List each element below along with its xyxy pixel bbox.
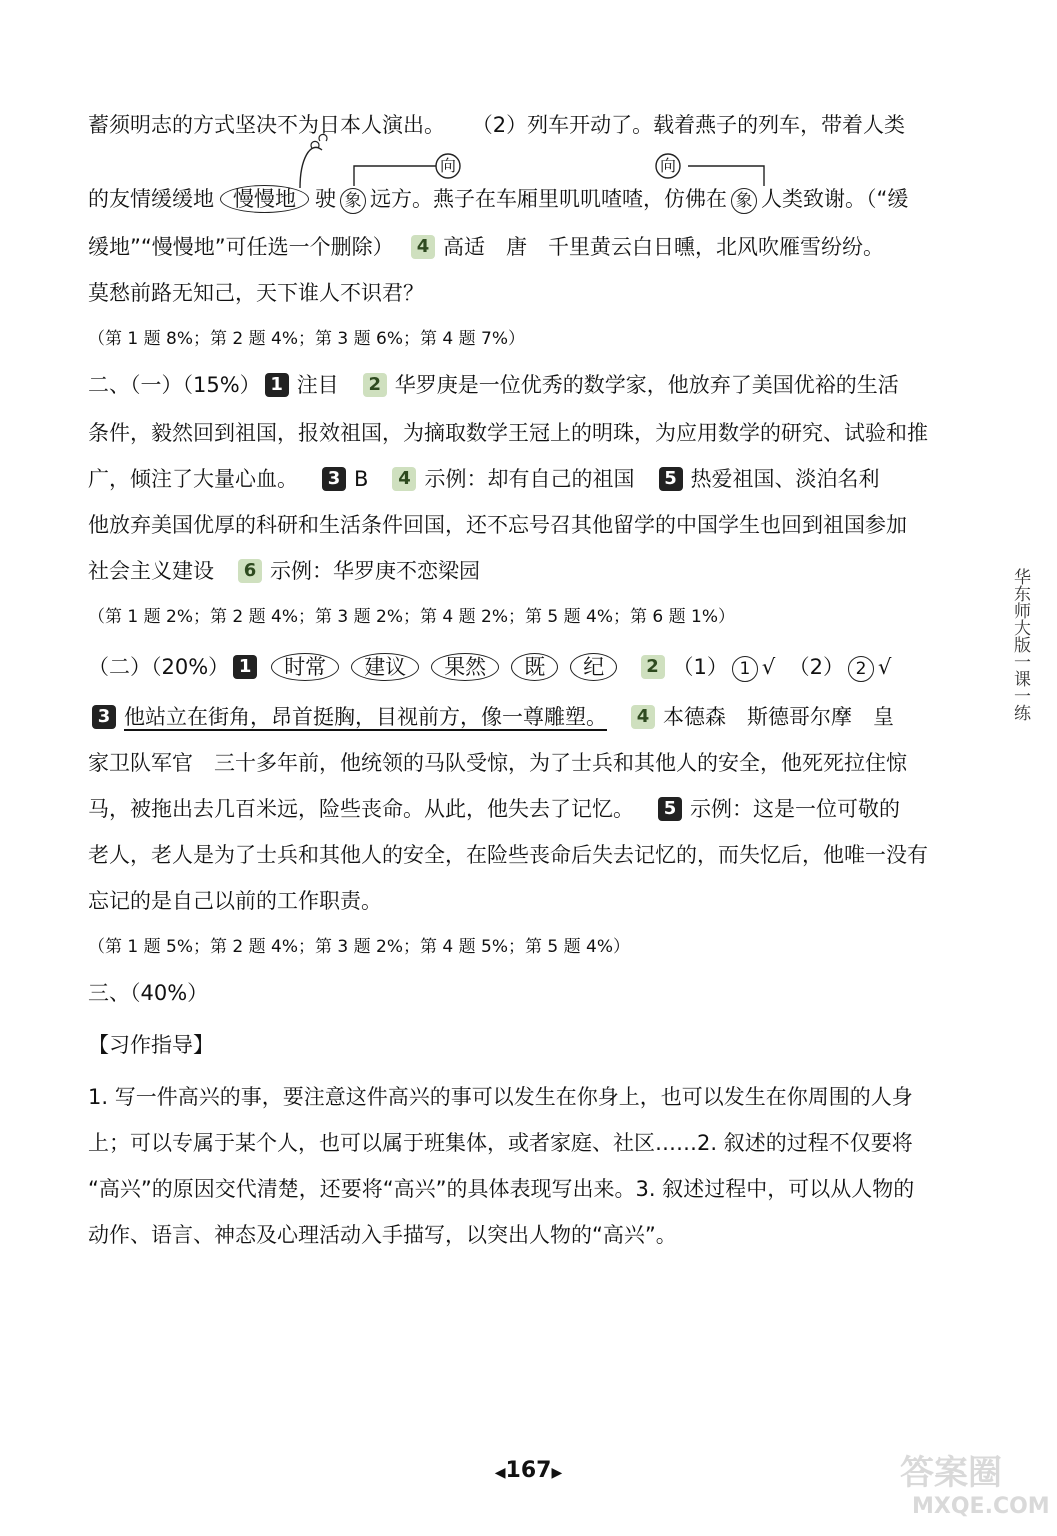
p3-line3: 家卫队军官 三十多年前，他统领的马队受惊，为了士兵和其他人的安全，他死死拉住惊 — [88, 751, 907, 775]
p3-line1: （二）（20%） 1 时常 建议 果然 既 纪 2 （1） 1 √ （2） 2 √ — [88, 652, 891, 682]
p2-score: （第 1 题 2%；第 2 题 4%；第 3 题 2%；第 4 题 2%；第 5 题 4%；第 6 题 1%） — [88, 607, 735, 627]
p3-score: （第 1 题 5%；第 2 题 4%；第 3 题 2%；第 4 题 5%；第 5 题 4%） — [88, 937, 630, 957]
deleted-word-oval: 慢慢地 — [220, 185, 309, 213]
watermark-url: MXQE.COM — [912, 1494, 1050, 1519]
watermark-logo: 答案圈 — [900, 1453, 1002, 1493]
triangle-left-icon: ◀ — [494, 1465, 506, 1481]
insert-char-2: 向 — [659, 156, 676, 175]
insert-line-1 — [354, 166, 436, 186]
p4-line2: 上；可以专属于某个人，也可以属于班集体，或者家庭、社区……2. 叙述的过程不仅要将 — [88, 1131, 913, 1155]
p1-line4: 莫愁前路无知己，天下谁人不识君？ — [88, 281, 424, 305]
delete-mark-curl — [300, 147, 322, 188]
word-oval: 建议 — [351, 653, 419, 681]
insert-char-1: 向 — [439, 156, 456, 175]
p4-head: 三、（40%） — [88, 981, 209, 1005]
page-number: 167 — [505, 1458, 552, 1483]
p2-line2: 条件，毅然回到祖国，报效祖国，为摘取数学王冠上的明珠，为应用数学的研究、试验和推 — [88, 421, 928, 445]
p4-line1: 1. 写一件高兴的事，要注意这件高兴的事可以发生在你身上，也可以发生在你周围的人身 — [88, 1085, 913, 1109]
word-oval: 时常 — [271, 653, 339, 681]
word-oval: 果然 — [431, 653, 499, 681]
circled-number: 2 — [848, 656, 874, 682]
p1-line2: 的友情缓缓地 慢慢地 驶 象 远方。燕子在车厢里叽叽喳喳，仿佛在 象 人类致谢。（“缓 — [88, 184, 908, 214]
side-series-label: 华东师大版一课一练 — [1010, 568, 1030, 721]
p3-line6: 忘记的是自己以前的工作职责。 — [88, 889, 382, 913]
p3-line5: 老人，老人是为了士兵和其他人的安全，在险些丧命后失去记忆的，而失忆后，他唯一没有 — [88, 843, 928, 867]
corrected-char-1: 象 — [340, 188, 366, 214]
question-number: 4 — [411, 235, 435, 259]
underlined-answer: 他站立在街角，昂首挺胸，目视前方，像一尊雕塑。 — [124, 705, 607, 729]
question-number: 6 — [238, 559, 262, 583]
p3-line4: 马，被拖出去几百米远，险些丧命。从此，他失去了记忆。 5 示例：这是一位可敬的 — [88, 797, 901, 821]
word-oval: 既 — [511, 653, 558, 681]
question-number: 4 — [392, 467, 416, 491]
p1-line1: 蓄须明志的方式坚决不为日本人演出。 （2）列车开动了。载着燕子的列车，带着人类 — [88, 113, 906, 137]
insert-line-2 — [688, 166, 764, 186]
page-number-block — [0, 1458, 1057, 1483]
question-number: 1 — [265, 373, 289, 397]
corrected-char-2: 象 — [731, 188, 757, 214]
p4-line3: “高兴”的原因交代清楚，还要将“高兴”的具体表现写出来。3. 叙述过程中，可以从人物的 — [88, 1177, 915, 1201]
question-number: 2 — [641, 655, 665, 679]
question-number: 1 — [233, 655, 257, 679]
p1-score: （第 1 题 8%；第 2 题 4%；第 3 题 6%；第 4 题 7%） — [88, 329, 525, 349]
p1-line3: 缓地”“慢慢地”可任选一个删除） 4 高适 唐 千里黄云白日曛，北风吹雁雪纷纷。 — [88, 235, 884, 259]
p4-line4: 动作、语言、神态及心理活动入手描写，以突出人物的“高兴”。 — [88, 1223, 677, 1247]
p2-line3: 广，倾注了大量心血。 3 B 4 示例：却有自己的祖国 5 热爱祖国、淡泊名利 — [88, 467, 880, 491]
p3-line2: 3 他站立在街角，昂首挺胸，目视前方，像一尊雕塑。 4 本德森 斯德哥尔摩 皇 — [88, 702, 894, 732]
guide-heading: 【习作指导】 — [88, 1033, 214, 1057]
circled-number: 1 — [732, 656, 758, 682]
question-number: 3 — [322, 467, 346, 491]
question-number: 3 — [92, 705, 116, 729]
p2-line5: 社会主义建设 6 示例：华罗庚不恋梁园 — [88, 559, 481, 583]
triangle-right-icon: ▶ — [551, 1465, 563, 1481]
question-number: 5 — [659, 467, 683, 491]
p2-line4: 他放弃美国优厚的科研和生活条件回国，还不忘号召其他留学的中国学生也回到祖国参加 — [88, 513, 907, 537]
question-number: 4 — [631, 705, 655, 729]
question-number: 5 — [658, 797, 682, 821]
p2-line1: 二、（一）（15%） 1 注目 2 华罗庚是一位优秀的数学家，他放弃了美国优裕的生活 — [88, 373, 899, 397]
question-number: 2 — [363, 373, 387, 397]
word-oval: 纪 — [570, 653, 617, 681]
